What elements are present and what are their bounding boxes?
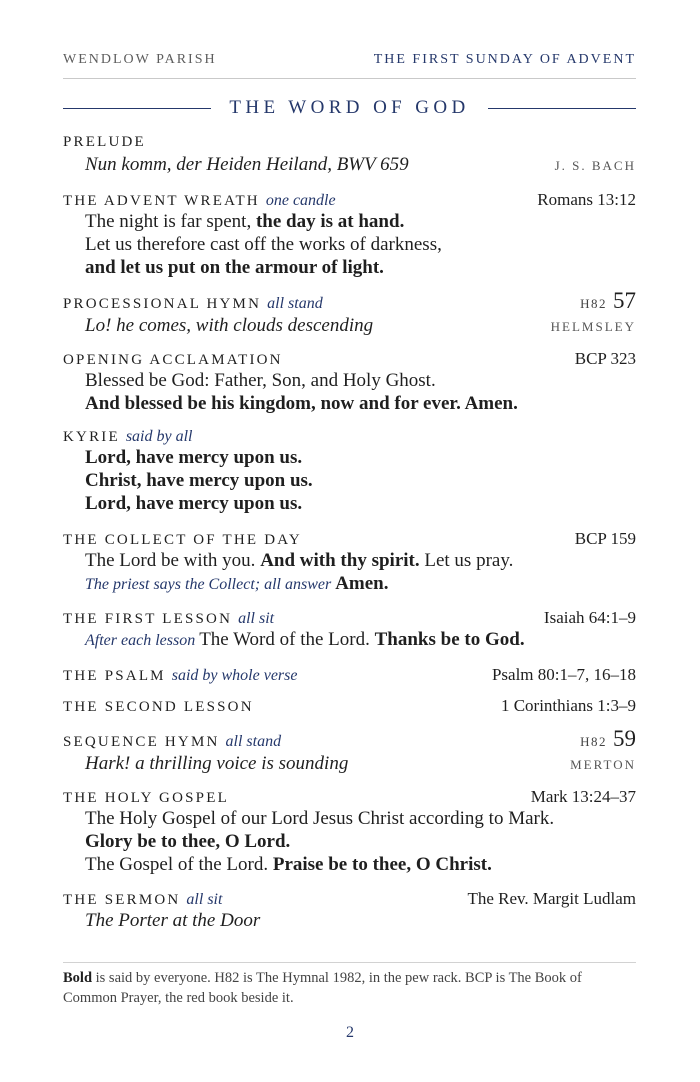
lesson-versicle: The Word of the Lord. bbox=[199, 629, 375, 650]
kyrie-label: KYRIE bbox=[63, 429, 120, 445]
first-lesson-item bbox=[63, 608, 636, 652]
heading-rule-left bbox=[63, 108, 211, 109]
collect-item bbox=[63, 529, 636, 596]
advent-wreath-label: THE ADVENT WREATH bbox=[63, 193, 260, 209]
gospel-line1: The Holy Gospel of our Lord Jesus Christ according to Mark. bbox=[85, 808, 555, 829]
gospel-item bbox=[63, 787, 636, 876]
advent-wreath-ref: Romans 13:12 bbox=[537, 190, 636, 209]
sequence-tune: MERTON bbox=[570, 757, 636, 772]
sermon-title: The Porter at the Door bbox=[85, 910, 261, 931]
advent-wreath-rubric: one candle bbox=[265, 192, 336, 209]
processional-number: 57 bbox=[613, 288, 636, 313]
processional-hymnal: H82 bbox=[580, 296, 607, 311]
sermon-label: THE SERMON bbox=[63, 892, 181, 908]
sequence-hymn-ref bbox=[580, 726, 636, 752]
collect-label: THE COLLECT OF THE DAY bbox=[63, 532, 302, 548]
wreath-line2: Let us therefore cast off the works of darkness, bbox=[85, 234, 442, 255]
occasion-title: THE FIRST SUNDAY OF ADVENT bbox=[373, 52, 636, 67]
kyrie-text bbox=[63, 446, 636, 515]
parish-name: WENDLOW PARISH bbox=[63, 52, 217, 67]
gospel-ref: Mark 13:24–37 bbox=[530, 787, 636, 806]
collect-rubric: The priest says the Collect; all answer bbox=[85, 576, 336, 593]
acclamation-ref: BCP 323 bbox=[574, 349, 636, 368]
wreath-line3: and let us put on the armour of light. bbox=[85, 257, 384, 278]
wreath-line1-bold: the day is at hand. bbox=[255, 211, 405, 232]
collect-line1-plain: The Lord be with you. bbox=[85, 550, 261, 571]
footnote-text: is said by everyone. H82 is The Hymnal 1982, in the pew rack. BCP is The Book of Common Prayer, the red book beside it. bbox=[63, 970, 582, 1006]
header-divider bbox=[63, 78, 636, 79]
footnote-divider bbox=[63, 962, 636, 963]
processional-label: PROCESSIONAL HYMN bbox=[63, 296, 262, 312]
running-header bbox=[63, 52, 636, 68]
prelude-item bbox=[63, 134, 636, 176]
sequence-title: Hark! a thrilling voice is sounding bbox=[85, 753, 349, 774]
psalm-label: THE PSALM bbox=[63, 668, 166, 684]
acclamation-item bbox=[63, 349, 636, 415]
wreath-line1-plain: The night is far spent, bbox=[85, 211, 256, 232]
prelude-label: PRELUDE bbox=[63, 134, 146, 150]
sequence-number: 59 bbox=[613, 726, 636, 751]
kyrie-rubric: said by all bbox=[125, 428, 193, 445]
kyrie-line: Lord, have mercy upon us. bbox=[85, 447, 303, 468]
lesson-response: Thanks be to God. bbox=[374, 629, 525, 650]
acclamation-line2: And blessed be his kingdom, now and for ever. Amen. bbox=[85, 393, 518, 414]
first-lesson-ref: Isaiah 64:1–9 bbox=[543, 608, 636, 627]
processional-hymn-ref bbox=[580, 288, 636, 314]
footnote bbox=[63, 968, 636, 1008]
gospel-line3-bold: Praise be to thee, O Christ. bbox=[272, 854, 492, 875]
collect-text bbox=[63, 549, 636, 596]
psalm-ref: Psalm 80:1–7, 16–18 bbox=[491, 665, 636, 684]
gospel-text bbox=[63, 807, 636, 876]
gospel-line2: Glory be to thee, O Lord. bbox=[85, 831, 291, 852]
kyrie-line: Christ, have mercy upon us. bbox=[85, 470, 313, 491]
psalm-rubric: said by whole verse bbox=[171, 667, 298, 684]
sermon-rubric: all sit bbox=[186, 891, 223, 908]
psalm-item bbox=[63, 665, 636, 685]
gospel-line3-plain: The Gospel of the Lord. bbox=[85, 854, 273, 875]
heading-rule-right bbox=[488, 108, 636, 109]
advent-wreath-item bbox=[63, 190, 636, 279]
acclamation-text bbox=[63, 369, 636, 415]
advent-wreath-text bbox=[63, 210, 636, 279]
lesson-rubric: After each lesson bbox=[85, 632, 200, 649]
gospel-label: THE HOLY GOSPEL bbox=[63, 790, 229, 806]
sequence-rubric: all stand bbox=[225, 733, 282, 750]
collect-ref: BCP 159 bbox=[574, 529, 636, 548]
prelude-title: Nun komm, der Heiden Heiland, BWV 659 bbox=[85, 154, 409, 175]
first-lesson-text bbox=[63, 628, 636, 652]
sequence-hymn-item bbox=[63, 726, 636, 775]
sequence-label: SEQUENCE HYMN bbox=[63, 734, 220, 750]
footnote-bold: Bold bbox=[63, 970, 93, 986]
collect-amen: Amen. bbox=[335, 573, 389, 594]
first-lesson-rubric: all sit bbox=[238, 610, 275, 627]
second-lesson-item bbox=[63, 696, 636, 716]
page-number: 2 bbox=[346, 1024, 354, 1041]
processional-title: Lo! he comes, with clouds descending bbox=[85, 315, 374, 336]
sequence-hymnal: H82 bbox=[580, 734, 607, 749]
collect-line1-end: Let us pray. bbox=[419, 550, 514, 571]
collect-line1-bold: And with thy spirit. bbox=[260, 550, 420, 571]
acclamation-line1: Blessed be God: Father, Son, and Holy Ghost. bbox=[85, 370, 436, 391]
processional-hymn-item bbox=[63, 288, 636, 337]
second-lesson-label: THE SECOND LESSON bbox=[63, 699, 254, 715]
section-title: THE WORD OF GOD bbox=[229, 97, 470, 118]
second-lesson-ref: 1 Corinthians 1:3–9 bbox=[500, 696, 636, 715]
processional-tune: HELMSLEY bbox=[550, 319, 636, 334]
sermon-preacher: The Rev. Margit Ludlam bbox=[467, 889, 636, 908]
acclamation-label: OPENING ACCLAMATION bbox=[63, 352, 283, 368]
section-heading bbox=[63, 97, 636, 119]
kyrie-line: Lord, have mercy upon us. bbox=[85, 493, 303, 514]
prelude-composer: J. S. BACH bbox=[554, 158, 636, 173]
first-lesson-label: THE FIRST LESSON bbox=[63, 611, 233, 627]
kyrie-item bbox=[63, 428, 636, 515]
processional-rubric: all stand bbox=[267, 295, 323, 312]
sermon-item bbox=[63, 889, 636, 932]
